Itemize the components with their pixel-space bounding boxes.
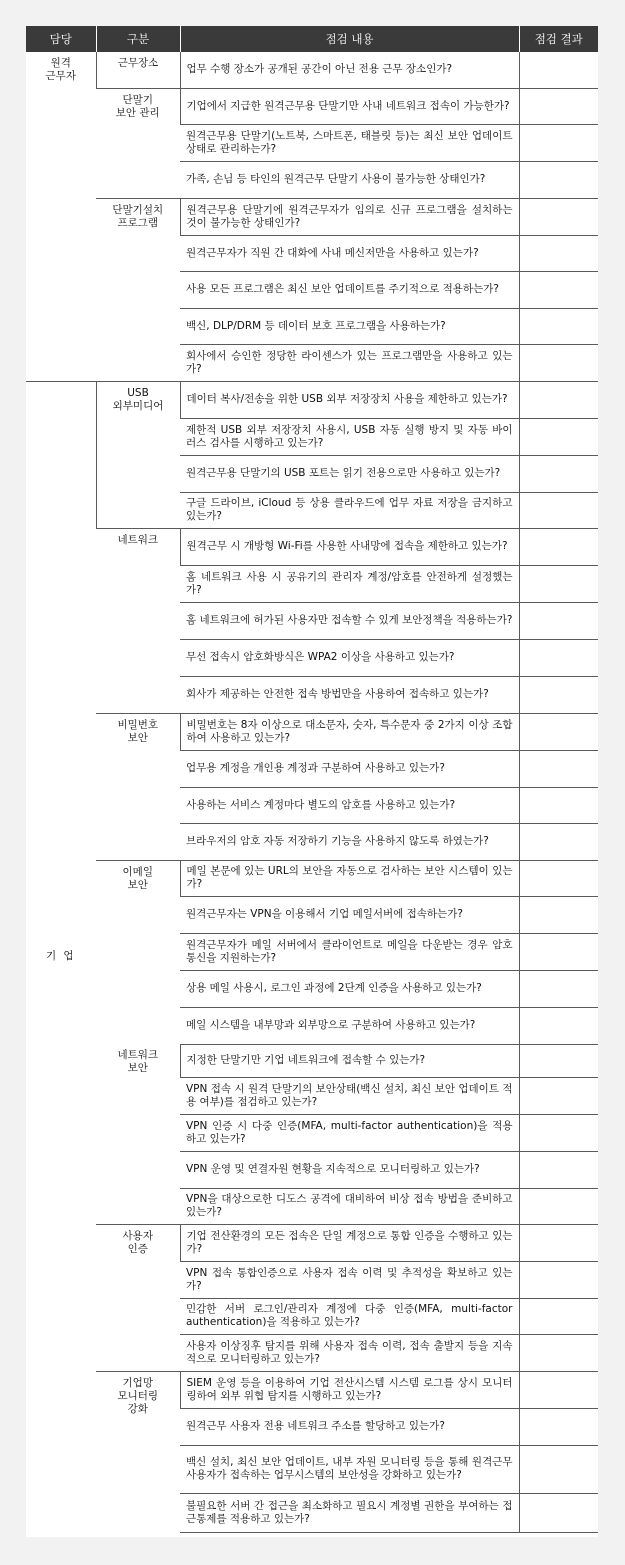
result-cell[interactable] xyxy=(519,1007,598,1044)
check-item: 원격근무자는 VPN을 이용해서 기업 메일서버에 접속하는가? xyxy=(180,896,519,933)
result-cell[interactable] xyxy=(519,1261,598,1298)
result-cell[interactable] xyxy=(519,1188,598,1224)
check-item: VPN 접속 통합인증으로 사용자 접속 이력 및 추적성을 확보하고 있는가? xyxy=(180,1261,519,1298)
check-item: 원격근무자가 직원 간 대화에 사내 메신저만을 사용하고 있는가? xyxy=(180,235,519,271)
table-row xyxy=(26,198,598,235)
result-cell[interactable] xyxy=(519,161,598,198)
result-cell[interactable] xyxy=(519,528,598,565)
check-item: 기업에서 지급한 원격근무용 단말기만 사내 네트워크 접속이 가능한가? xyxy=(180,88,519,124)
check-item: 회사에서 승인한 정당한 라이센스가 있는 프로그램만을 사용하고 있는가? xyxy=(180,344,519,381)
result-cell[interactable] xyxy=(519,88,598,124)
check-item: 원격근무용 단말기의 USB 포트는 읽기 전용으로만 사용하고 있는가? xyxy=(180,455,519,492)
result-cell[interactable] xyxy=(519,860,598,896)
category-device-security: 단말기 보안 관리 xyxy=(96,88,180,198)
result-cell[interactable] xyxy=(519,823,598,860)
table-row xyxy=(26,713,598,750)
result-cell[interactable] xyxy=(519,896,598,933)
result-cell[interactable] xyxy=(519,676,598,713)
check-item: 업무용 계정을 개인용 계정과 구분하여 사용하고 있는가? xyxy=(180,750,519,787)
result-cell[interactable] xyxy=(519,970,598,1007)
result-cell[interactable] xyxy=(519,344,598,381)
check-item: 원격근무용 단말기에 원격근무자가 임의로 신규 프로그램을 설치하는 것이 불가능한 상태인가? xyxy=(180,198,519,235)
check-item: 사용 모든 프로그램은 최신 보안 업데이트를 주기적으로 적용하는가? xyxy=(180,271,519,308)
check-item: 업무 수행 장소가 공개된 공간이 아닌 전용 근무 장소인가? xyxy=(180,52,519,88)
result-cell[interactable] xyxy=(519,124,598,161)
result-cell[interactable] xyxy=(519,198,598,235)
check-item: 제한적 USB 외부 저장장치 사용시, USB 자동 실행 방지 및 자동 바이러스 검사를 시행하고 있는가? xyxy=(180,418,519,455)
table-row xyxy=(26,52,598,88)
check-item: 데이터 복사/전송을 위한 USB 외부 저장장치 사용을 제한하고 있는가? xyxy=(180,381,519,418)
category-network-security: 네트워크 보안 xyxy=(96,1044,180,1224)
check-item: 브라우저의 암호 자동 저장하기 기능을 사용하지 않도록 하였는가? xyxy=(180,823,519,860)
header-content: 점검 내용 xyxy=(180,26,519,52)
check-item: 원격근무용 단말기(노트북, 스마트폰, 태블릿 등)는 최신 보안 업데이트 상태로 관리하는가? xyxy=(180,124,519,161)
category-device-programs: 단말기설치 프로그램 xyxy=(96,198,180,381)
result-cell[interactable] xyxy=(519,1151,598,1188)
table-row xyxy=(26,1044,598,1077)
check-item: 불필요한 서버 간 접근을 최소화하고 필요시 계정별 권한을 부여하는 접근통제를 적용하고 있는가? xyxy=(180,1493,519,1532)
result-cell[interactable] xyxy=(519,271,598,308)
checklist-sheet xyxy=(26,26,598,1537)
result-cell[interactable] xyxy=(519,1408,598,1445)
check-item: 원격근무 시 개방형 Wi-Fi를 사용한 사내망에 접속을 제한하고 있는가? xyxy=(180,528,519,565)
check-item: 구글 드라이브, iCloud 등 상용 클라우드에 업무 자료 저장을 금지하고 있는가? xyxy=(180,492,519,528)
check-item: 회사가 제공하는 안전한 접속 방법만을 사용하여 접속하고 있는가? xyxy=(180,676,519,713)
owner-remote-worker: 원격 근무자 xyxy=(26,52,96,381)
result-cell[interactable] xyxy=(519,1114,598,1151)
table-row xyxy=(26,1224,598,1261)
result-cell[interactable] xyxy=(519,1445,598,1493)
result-cell[interactable] xyxy=(519,1298,598,1334)
result-cell[interactable] xyxy=(519,565,598,602)
result-cell[interactable] xyxy=(519,308,598,344)
check-item: 백신 설치, 최신 보안 업데이트, 내부 자원 모니터링 등을 통해 원격근무 사용자가 접속하는 업무시스템의 보안성을 강화하고 있는가? xyxy=(180,1445,519,1493)
check-item: 백신, DLP/DRM 등 데이터 보호 프로그램을 사용하는가? xyxy=(180,308,519,344)
check-item: 메일 본문에 있는 URL의 보안을 자동으로 검사하는 보안 시스템이 있는가? xyxy=(180,860,519,896)
table-row xyxy=(26,381,598,418)
check-item: 민감한 서버 로그인/관리자 계정에 다중 인증(MFA, multi-factor authentication)을 적용하고 있는가? xyxy=(180,1298,519,1334)
result-cell[interactable] xyxy=(519,602,598,639)
result-cell[interactable] xyxy=(519,455,598,492)
table-header-row xyxy=(26,26,598,52)
table-row xyxy=(26,528,598,565)
result-cell[interactable] xyxy=(519,1334,598,1371)
category-monitoring: 기업망 모니터링 강화 xyxy=(117,1376,159,1415)
check-item: 원격근무 사용자 전용 네트워크 주소를 할당하고 있는가? xyxy=(180,1408,519,1445)
check-item: 가족, 손님 등 타인의 원격근무 단말기 사용이 불가능한 상태인가? xyxy=(180,161,519,198)
check-item: VPN을 대상으로한 디도스 공격에 대비하여 비상 접속 방법을 준비하고 있는가? xyxy=(180,1188,519,1224)
check-item: 상용 메일 사용시, 로그인 과정에 2단계 인증을 사용하고 있는가? xyxy=(180,970,519,1007)
result-cell[interactable] xyxy=(519,1077,598,1114)
check-item: 비밀번호는 8자 이상으로 대소문자, 숫자, 특수문자 중 2가지 이상 조합하여 사용하고 있는가? xyxy=(180,713,519,750)
security-checklist-table xyxy=(26,26,598,1533)
result-cell[interactable] xyxy=(519,639,598,676)
header-owner: 담당 xyxy=(26,26,96,52)
category-user-auth: 사용자 인증 xyxy=(96,1224,180,1371)
table-row xyxy=(26,88,598,124)
result-cell[interactable] xyxy=(519,1371,598,1408)
check-item: 홈 네트워크에 허가된 사용자만 접속할 수 있게 보안정책을 적용하는가? xyxy=(180,602,519,639)
result-cell[interactable] xyxy=(519,787,598,823)
check-item: VPN 접속 시 원격 단말기의 보안상태(백신 설치, 최신 보안 업데이트 적용 여부)를 점검하고 있는가? xyxy=(180,1077,519,1114)
check-item: 사용하는 서비스 계정마다 별도의 암호를 사용하고 있는가? xyxy=(180,787,519,823)
result-cell[interactable] xyxy=(519,933,598,970)
result-cell[interactable] xyxy=(519,750,598,787)
category-workplace: 근무장소 xyxy=(96,52,180,88)
result-cell[interactable] xyxy=(519,381,598,418)
check-item: 무선 접속시 암호화방식은 WPA2 이상을 사용하고 있는가? xyxy=(180,639,519,676)
result-cell[interactable] xyxy=(519,1044,598,1077)
table-row xyxy=(26,860,598,896)
check-item: VPN 운영 및 연결자원 현황을 지속적으로 모니터링하고 있는가? xyxy=(180,1151,519,1188)
check-item: 메일 시스템을 내부망과 외부망으로 구분하여 사용하고 있는가? xyxy=(180,1007,519,1044)
result-cell[interactable] xyxy=(519,1224,598,1261)
owner-company: 기 업 xyxy=(45,950,76,963)
result-cell[interactable] xyxy=(519,492,598,528)
check-item: VPN 인증 시 다중 인증(MFA, multi-factor authentication)을 적용하고 있는가? xyxy=(180,1114,519,1151)
result-cell[interactable] xyxy=(519,418,598,455)
check-item: 원격근무자가 메일 서버에서 클라이언트로 메일을 다운받는 경우 암호통신을 지원하는가? xyxy=(180,933,519,970)
header-category: 구분 xyxy=(96,26,180,52)
check-item: 기업 전산환경의 모든 접속은 단일 계정으로 통합 인증을 수행하고 있는가? xyxy=(180,1224,519,1261)
result-cell[interactable] xyxy=(519,713,598,750)
category-email: 이메일 보안 xyxy=(122,865,153,891)
check-item: SIEM 운영 등을 이용하여 기업 전산시스템 시스템 로그를 상시 모니터링하여 외부 위협 탐지를 시행하고 있는가? xyxy=(180,1371,519,1408)
result-cell[interactable] xyxy=(519,1493,598,1532)
category-password: 비밀번호 보안 xyxy=(96,713,180,860)
check-item: 지정한 단말기만 기업 네트워크에 접속할 수 있는가? xyxy=(180,1044,519,1077)
category-network: 네트워크 xyxy=(96,528,180,713)
check-item: 홈 네트워크 사용 시 공유기의 관리자 계정/암호를 안전하게 설정했는가? xyxy=(180,565,519,602)
table-row xyxy=(26,1371,598,1408)
result-cell[interactable] xyxy=(519,52,598,88)
header-result: 점검 결과 xyxy=(519,26,598,52)
category-usb: USB 외부미디어 xyxy=(96,381,180,528)
result-cell[interactable] xyxy=(519,235,598,271)
check-item: 사용자 이상징후 탐지를 위해 사용자 접속 이력, 접속 출발지 등을 지속적으로 모니터링하고 있는가? xyxy=(180,1334,519,1371)
